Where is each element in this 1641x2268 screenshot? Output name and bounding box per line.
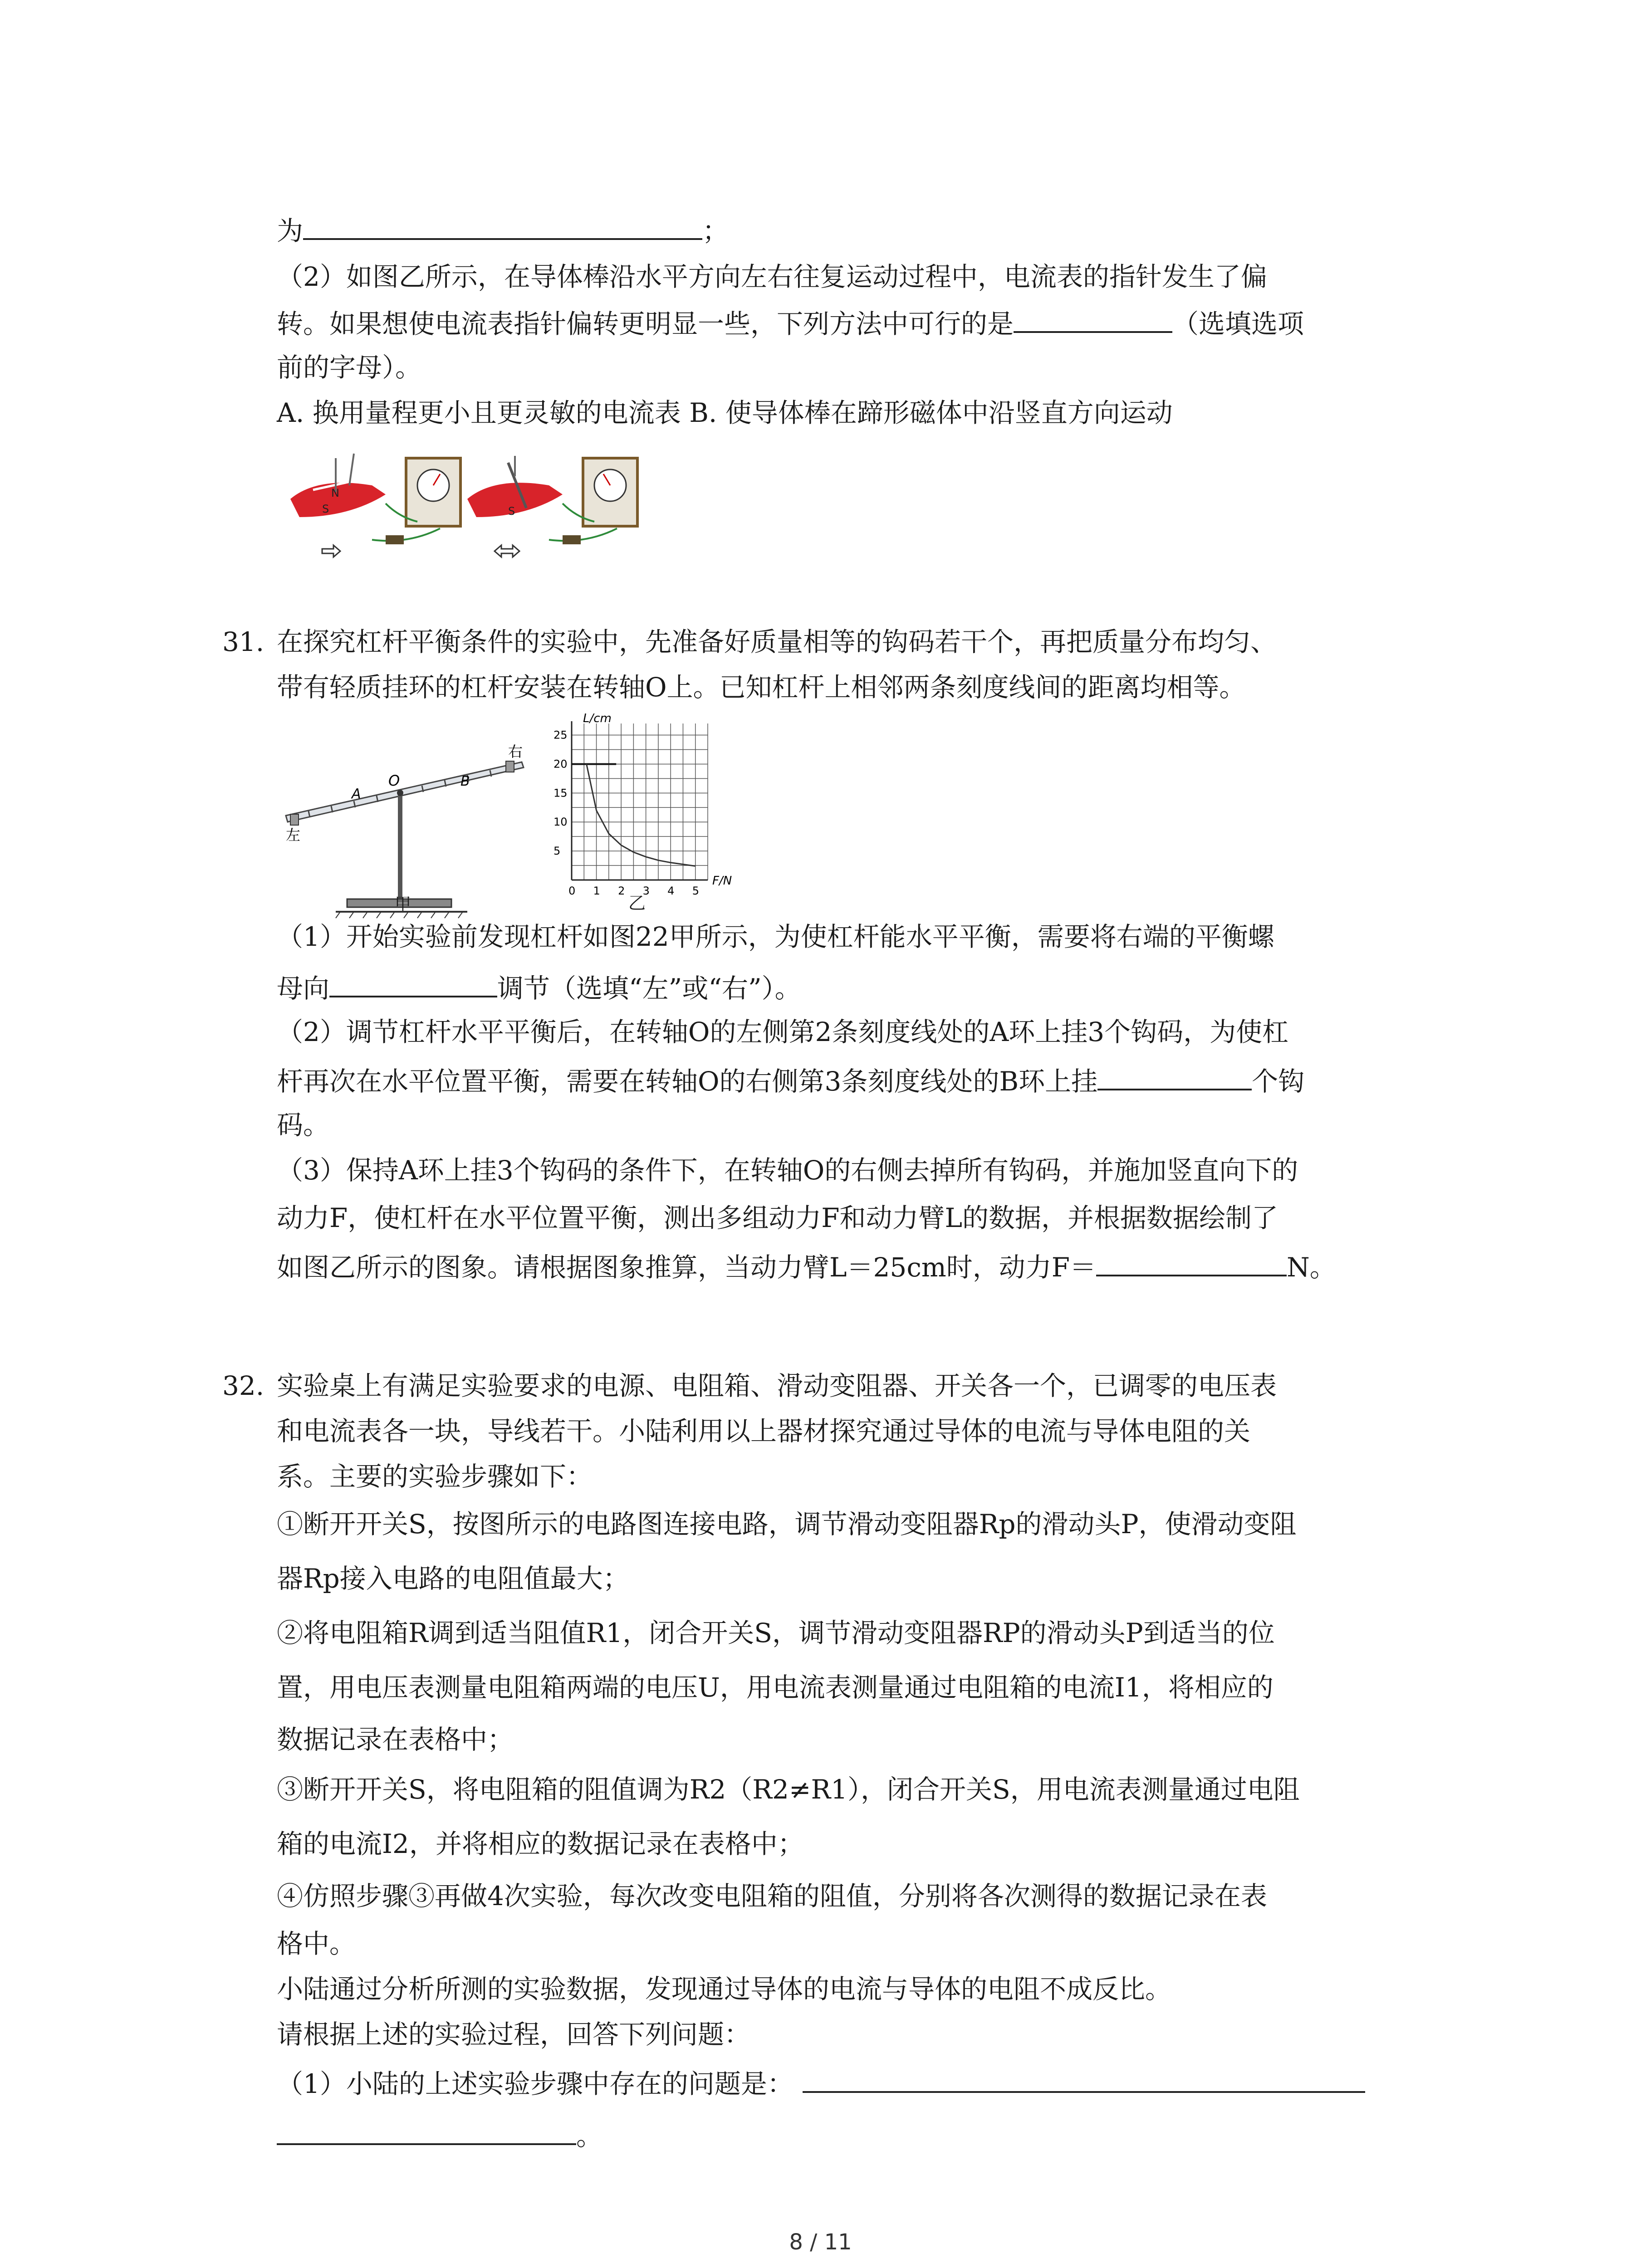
q32-step2-line1: ②将电阻箱R调到适当阻值R1，闭合开关S，调节滑动变阻器RP的滑动头P到适当的位	[277, 1618, 1275, 1648]
x-tick-label: 3	[642, 885, 650, 897]
right-side-label: 右	[508, 743, 523, 760]
q31-part2-line2: 杆再次在水平位置平衡，需要在转轴O的右侧第3条刻度线处的B环上挂 个钩	[277, 1061, 1304, 1100]
figure-caption-jia: 甲	[395, 895, 411, 914]
q30-part2-line1: （2）如图乙所示，在导体棒沿水平方向左右往复运动过程中，电流表的指针发生了偏	[277, 261, 1267, 292]
x-tick-label: 4	[667, 885, 675, 897]
q32-step2-line2: 置，用电压表测量电阻箱两端的电压U，用电流表测量通过电阻箱的电流I1，将相应的	[277, 1672, 1274, 1703]
figure-caption-yi: 乙	[628, 893, 646, 913]
answer-blank[interactable]	[803, 2064, 1365, 2093]
q30-part2-line3: 前的字母）。	[277, 352, 422, 383]
q30-part2-line2: 转。如果想使电流表指针偏转更明显一些，下列方法中可行的是 （选填选项	[277, 304, 1304, 342]
q32-finding: 小陆通过分析所测的实验数据，发现通过导体的电流与导体的电阻不成反比。	[277, 1974, 1172, 2004]
q32-step1-line1: ①断开开关S，按图所示的电路图连接电路，调节滑动变阻器Rp的滑动头P，使滑动变阻	[277, 1509, 1297, 1540]
q31-part3-line2: 动力F，使杠杆在水平位置平衡，测出多组动力F和动力臂L的数据，并根据数据绘制了	[277, 1202, 1279, 1233]
q31-figure-lever	[281, 721, 535, 921]
q31-part1-line1: （1）开始实验前发现杠杆如图22甲所示，为使杠杆能水平平衡，需要将右端的平衡螺	[277, 921, 1274, 952]
lever-bar	[286, 761, 524, 825]
graph-ticks	[554, 729, 699, 897]
q31-part2-line1: （2）调节杠杆水平平衡后，在转轴O的左侧第2条刻度线处的A环上挂3个钩码，为使杠	[277, 1017, 1289, 1047]
answer-blank[interactable]	[1097, 1061, 1252, 1090]
q32-part1-line1: （1）小陆的上述实验步骤中存在的问题是：	[277, 2064, 1365, 2102]
q32-instruction: 请根据上述的实验过程，回答下列问题：	[277, 2019, 751, 2050]
y-axis-label: L/cm	[583, 712, 612, 725]
q32-step3-line1: ③断开开关S，将电阻箱的阻值调为R2（R2≠R1），闭合开关S，用电流表测量通过电阻	[277, 1774, 1300, 1805]
q31-figure-graph	[544, 712, 753, 903]
q32-step3-line2: 箱的电流I2，并将相应的数据记录在表格中；	[277, 1828, 804, 1859]
x-tick-label: 2	[618, 885, 625, 897]
q31-part1-line2: 母向 调节（选填“左”或“右”）。	[277, 968, 801, 1007]
y-tick-label: 15	[554, 787, 568, 800]
q32-step1-line2: 器Rp接入电路的电阻值最大；	[277, 1563, 629, 1594]
y-tick-label: 25	[554, 728, 568, 742]
q31-number: 31.	[222, 626, 265, 657]
answer-blank[interactable]	[329, 968, 497, 997]
y-tick-label: 10	[554, 816, 568, 829]
x-tick-label: 0	[568, 885, 576, 897]
q32-number: 32.	[222, 1370, 265, 1401]
q30-line-a: 为 ；	[277, 211, 729, 249]
y-tick-label: 20	[554, 758, 568, 771]
q32-part1-line2: 。	[277, 2116, 603, 2154]
magnet-s-label: S	[508, 505, 515, 518]
q31-stem-line1: 在探究杠杆平衡条件的实验中，先准备好质量相等的钩码若干个，再把质量分布均匀、	[277, 626, 1277, 657]
q32-step4-line2: 格中。	[277, 1928, 356, 1959]
y-tick-label: 5	[554, 845, 561, 858]
answer-blank[interactable]	[1096, 1247, 1287, 1276]
point-b-label: B	[460, 773, 470, 789]
answer-blank[interactable]	[303, 211, 702, 240]
x-tick-label: 5	[692, 885, 700, 897]
x-tick-label: 1	[593, 885, 600, 897]
q31-stem-line2: 带有轻质挂环的杠杆安装在转轴O上。已知杠杆上相邻两条刻度线间的距离均相等。	[277, 672, 1246, 703]
graph-grid	[572, 723, 708, 880]
q32-step4-line1: ④仿照步骤③再做4次实验，每次改变电阻箱的阻值，分别将各次测得的数据记录在表	[277, 1881, 1267, 1911]
q32-stem-line3: 系。主要的实验步骤如下：	[277, 1461, 593, 1492]
magnet-s-label: S	[322, 503, 329, 515]
q31-part3-line3: 如图乙所示的图象。请根据图象推算，当动力臂L＝25cm时，动力F＝ N。	[277, 1247, 1336, 1286]
answer-blank[interactable]	[277, 2116, 576, 2145]
q31-part3-line1: （3）保持A环上挂3个钩码的条件下，在转轴O的右侧去掉所有钩码，并施加竖直向下的	[277, 1155, 1298, 1186]
q32-stem-line2: 和电流表各一块，导线若干。小陆利用以上器材探究通过导体的电流与导体电阻的关	[277, 1416, 1251, 1447]
answer-blank[interactable]	[1014, 304, 1172, 333]
magnet-n-label: N	[331, 487, 339, 499]
pivot-o-label: O	[388, 772, 400, 789]
left-side-label: 左	[286, 826, 301, 844]
x-axis-label: F/N	[712, 874, 732, 888]
q30-figure-yi	[458, 449, 662, 567]
q30-figure-jia	[281, 449, 485, 567]
q30-options: A. 换用量程更小且更灵敏的电流表 B. 使导体棒在蹄形磁体中沿竖直方向运动	[277, 397, 1173, 428]
q31-part2-line3: 码。	[277, 1110, 330, 1140]
q32-stem-line1: 实验桌上有满足实验要求的电源、电阻箱、滑动变阻器、开关各一个，已调零的电压表	[277, 1370, 1277, 1401]
point-a-label: A	[352, 786, 361, 802]
q32-step2-line3: 数据记录在表格中；	[277, 1724, 514, 1755]
page-number: 8 / 11	[789, 2229, 852, 2255]
